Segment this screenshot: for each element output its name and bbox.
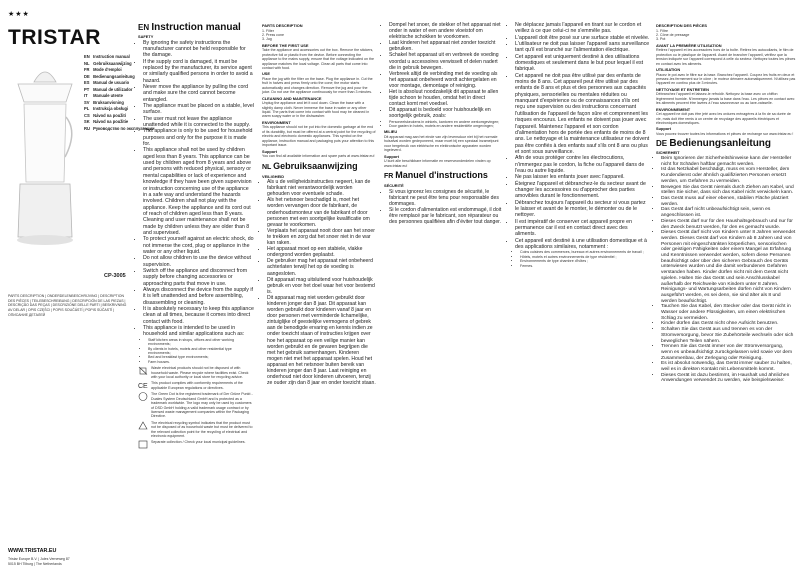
sorting-icon bbox=[138, 440, 148, 449]
company-address: Tristar Europe B.V. | Jules Verneweg 87 5015 BH Tilburg | The Netherlands bbox=[8, 557, 70, 566]
brand-logo: TRISTAR bbox=[8, 26, 101, 49]
en-uses-list: • Staff kitchen areas in shops, offices and other working environments; • By clients in hotels, motels and other residential type environments; • Bed and breakfast type environments; • Farm houses. bbox=[138, 338, 254, 364]
fr-safety-list-cont: • Ne déplacez jamais l'appareil en tirant sur le cordon et veillez à ce que celui-ci ne s'emmêle pas. • L'appareil doit être posé sur une surface stable et nivelée. • L'utilisateur ne doit pas laisser l'appareil sans surveillance tant qu'il est branché sur l'alimentation électrique. • Cet appareil est uniquement destiné à des utilisations domestiques et seulement dans le but pour lequel il est fabriqué. • Cet appareil ne doit pas être utilisé par des enfants de moins de 8 ans. Cet appareil peut être utilisé par des enfants de 8 ans et plus et des personnes aux capacités physiques, sensorielles ou mentales réduites ou manquant d'expérience ou de connaissances s'ils ont reçu une supervision ou des instructions concernant l'utilisation de l'appareil de façon sûre et comprennent les risques encourus. Les enfants ne doivent pas jouer avec l'appareil. Maintenez l'appareil et son cordon d'alimentation hors de portée des enfants de moins de 8 ans. Le nettoyage et la maintenance utilisateur ne doivent pas être confiés à des enfants sauf s'ils ont 8 ans ou plus et sont sous surveillance. • Afin de vous protéger contre les électrocutions, n'immergez pas le cordon, la fiche ou l'appareil dans de l'eau ou autre liquide. • Ne pas laisser les enfants jouer avec l'appareil. • Éteignez l'appareil et débranchez-le du secteur avant de changer les accessoires ou d'approcher des parties amovibles durant le fonctionnement. • Débranchez toujours l'appareil du secteur si vous partez le laisser et avant de le monter, le démonter ou de le nettoyer. • Il est impératif de conserver cet appareil propre en permanence car il est en contact direct avec des aliments. • Cet appareil est destiné à une utilisation domestique et à des applications similaires, notamment : bbox=[510, 22, 650, 250]
language-item: FR Mode d'emploi bbox=[84, 67, 122, 73]
language-item: CS Návod na použití bbox=[84, 112, 126, 118]
safety-item: • By ignoring the safety instructions the manufacturer cannot be held responsible for the damage. bbox=[143, 40, 254, 59]
safety-item: • Switch off the appliance and disconnect from supply before changing accessories or approaching parts that move in use. bbox=[143, 268, 254, 287]
separate-collection-note: Separate collection / Check your local municipal guidelines. bbox=[138, 440, 254, 449]
ce-icon bbox=[138, 381, 148, 390]
language-item: PL Instrukcja obsługi bbox=[84, 106, 129, 112]
language-item: PT Manual de utilizador bbox=[84, 86, 133, 92]
brand-stars: ★★★ bbox=[8, 11, 30, 18]
safety-item: • Do not allow children to use the device without supervision. bbox=[143, 255, 254, 268]
recycling-note: The electrical recycling symbol indicates that the product must not be disposed of as household waste but must be delivered to the relevant collection point for the recycling of electrical and electronic equipment. bbox=[138, 421, 254, 439]
language-item: ES Manual de usuario bbox=[84, 80, 130, 86]
safety-item: • Always disconnect the device from the supply if it is left unattended and before assembling, disassembling or cleaning. bbox=[143, 287, 254, 306]
fr-safety-list: • Si vous ignorez les consignes de sécurité, le fabricant ne peut être tenu pour responsable des dommages. • Si le cordon d'alimentation est endommagé, il doit être remplacé par le fabricant, son réparateur ou des personnes qualifiées afin d'éviter tout danger. bbox=[384, 189, 502, 226]
en-title: EN Instruction manual bbox=[138, 22, 241, 33]
safety-item: • This appliance is only to be used for household purposes and only for the purpose it is made for. bbox=[143, 128, 254, 147]
safety-item: • If the supply cord is damaged, it must be replaced by the manufacturer, its service agent or similarly qualified persons in order to avoid a hazard. bbox=[143, 59, 254, 84]
parts-description-languages: PARTS DESCRIPTION | ONDERDELENBESCHRIJVING | DESCRIPTION DES PIÈCES | TEILEBESCHREIBUNG | DESCRIPCIÓN DE LAS PIEZAS | DESCRIÇÃO DAS PEÇAS | DESCRIZIONE DELLE PARTI | BESKRIVNING AV DELAR | OPIS CZĘŚCI | POPIS SOUČÁSTÍ | POPIS SÚČASTÍ | ОПИСАНИЕ ДЕТАЛЕЙ bbox=[8, 294, 127, 317]
safety-item: • This appliance is intended to be used in household and similar applications such as: bbox=[143, 325, 254, 338]
citrus-press-illustration bbox=[10, 62, 80, 272]
nl-safety-list-cont: • Dompel het snoer, de stekker of het apparaat niet onder in water of een andere vloeistof om elektrische schokken te voorkomen. • Laat kinderen het apparaat niet zonder toezicht gebruiken. • Schakel het apparaat uit en verbreek de voeding voordat u accessoires verwisselt of delen nadert die in gebruik bewegen. • Verbreek altijd de verbinding met de voeding als het apparaat onbeheerd wordt achtergelaten en voor montage, demontage of reiniging. • Het is absoluut noodzakelijk dit apparaat te allen tijde schoon te houden, omdat het in direct contact komt met voedsel. • Dit apparaat is bedoeld voor huishoudelijk en soortgelijk gebruik, zoals: bbox=[384, 22, 502, 120]
language-item: SK Návod na použitie bbox=[84, 119, 129, 125]
conformity-note: CE This product complies with conformity requirements of the applicable European regulations or directives. bbox=[138, 381, 243, 391]
model-number: CP-3005 bbox=[104, 273, 126, 279]
safety-item: • Never move the appliance by pulling the cord and make sure the cord cannot become entangled. bbox=[143, 84, 254, 103]
language-item: NL Gebruiksaanwijzing bbox=[84, 60, 132, 66]
fr-title: FR Manuel d'instructions bbox=[384, 169, 488, 180]
en-safety-list bbox=[138, 40, 254, 338]
safety-item: • The appliance must be placed on a stable, level surface. bbox=[143, 103, 254, 116]
safety-item: • This appliance shall not be used by children aged less than 8 years. This appliance can be used by children aged from 8 years and above and persons with reduced physical, sensory or mental capabilities or lack of experience and knowledge if they have been given supervision or instruction concerning use of the appliance in a safe way and understand the hazards involved. Children shall not play with the appliance. Keep the appliance and its cord out of reach of children aged less than 8 years. Cleaning and user maintenance shall not be made by children unless they are older than 8 and supervised. bbox=[143, 147, 254, 236]
nl-column: • Dompel het snoer, de stekker of het apparaat niet onder in water of een andere vloeistof om elektrische schokken te voorkomen. • Laat kinderen het apparaat niet zonder toezicht gebruiken. • Schakel het apparaat uit en verbreek de voeding voordat u accessoires verwisselt of delen nadert die in gebruik bewegen. • Verbreek altijd de verbinding met de voeding als het apparaat onbeheerd wordt achtergelaten en voor montage, demontage of reiniging. • Het is absoluut noodzakelijk dit apparaat te allen tijde schoon te houden, omdat het in direct contact komt met voedsel. • Dit apparaat is bedoeld voor huishoudelijk en soortgelijk gebruik, zoals: • Personeelskeukens in winkels, kantoren en andere werkomgevingen; • Door gasten in hotels, motels en andere residentiële omgevingen; MILIEU Dit apparaat mag aan het einde van zijn levensduur niet bij het normale huisafval worden gedeponeerd, maar moet bij een speciaal inzamelpunt voor hergebruik van elektrische en elektronische apparaten worden ingeleverd. Support U kunt alle beschikbare informatie en reserveonderdelen vinden op www.tristar.eu! FR Manuel d'instructions SÉCURITÉ • Si vous ignorez les consignes de sécurité, le fabricant ne peut être tenu pour responsable des dommages. • Si le cordon d'alimentation est endommagé, il doit être remplacé par le fabricant, son réparateur ou des personnes qualifiées afin d'éviter tout danger. bbox=[384, 22, 502, 225]
green-dot-note: The Green Dot is the registered trademark of Der Grüne Punkt - Duales System Deutschland GmbH and is protected as a trademark worldwide. The logo may only be used by customers of DSD GmbH holding a valid trademark usage contract or by licensed waste management companies within the Packaging Directive. bbox=[138, 392, 254, 418]
en-column-2: PARTS DESCRIPTION 1. Filter 2. Press cone 3. Jug BEFORE THE FIRST USE Take the appliance and accessories out the box. Remove the stickers, protective foil or plastic from the device. Before connecting the appliance to the mains supply, ensure that the voltage indicated on the appliance matches the local voltage. Clean all parts that come into contact with food. USE Place the jug with the filter on the base. Plug the appliance in. Cut the fruit in halves and press firmly onto the cone; the motor starts automatically and changes direction. Remove the jug and pour the juice. Do not use the appliance continuously for more than 3 minutes. CLEANING AND MAINTENANCE Unplug the appliance and let it cool down. Clean the base with a slightly damp cloth. Never immerse the base in water or any other liquid. The parts that come into contact with food may be cleaned in warm soapy water or in the dishwasher. ENVIRONMENT This appliance should not be put into the domestic garbage at the end of its durability, but must be offered at a central point for the recycling of electric and electronic domestic appliances. This symbol on the appliance, instruction manual and packaging puts your attention to this important issue. Support You can find all available information and spare parts at www.tristar.eu! NL Gebruiksaanwijzing VEILIGHEID • Als u de veiligheidsinstructies negeert, kan de fabrikant niet verantwoordelijk worden gehouden voor eventuele schade. • Als het netsnoer beschadigd is, moet het worden vervangen door de fabrikant, de onderhoudsmonteur van de fabrikant of door personen met een soortgelijke kwalificatie om gevaar te voorkomen. • Verplaats het apparaat nooit door aan het snoer te trekken en zorg dat het snoer niet in de war kan raken. • Het apparaat moet op een stabiele, vlakke ondergrond worden geplaatst. • De gebruiker mag het apparaat niet onbeheerd achterlaten terwijl het op de voeding is aangesloten. • Dit apparaat mag uitsluitend voor huishoudelijk gebruik en voor het doel waar het voor bestemd is. • Dit apparaat mag niet worden gebruikt door kinderen jonger dan 8 jaar. Dit apparaat kan worden gebruikt door kinderen vanaf 8 jaar en door personen met verminderde lichamelijke, zintuiglijke of geestelijke vermogens of gebrek aan de benodigde ervaring en kennis indien ze onder toezicht staan of instructies krijgen over hoe het apparaat op een veilige manier kan worden gebruikt en de gevaren begrijpen die met het gebruik samenhangen. Kinderen mogen niet met het apparaat spelen. Houd het apparaat en het netsnoer buiten bereik van kinderen jonger dan 8 jaar. Laat reiniging en onderhoud niet door kinderen uitvoeren, tenzij ze ouder zijn dan 8 jaar en onder toezicht staan. bbox=[262, 22, 376, 386]
svg-text:CE: CE bbox=[138, 383, 148, 391]
fr-column bbox=[510, 22, 650, 268]
language-item: IT Manuale utente bbox=[84, 93, 123, 99]
bin-icon bbox=[138, 366, 148, 375]
website-link[interactable]: WWW.TRISTAR.EU bbox=[8, 548, 57, 554]
recycle-icon bbox=[138, 421, 148, 430]
nl-safety-list: • Als u de veiligheidsinstructies negeert, kan de fabrikant niet verantwoordelijk worden gehouden voor eventuele schade. • Als het netsnoer beschadigd is, moet het worden vervangen door de fabrikant, de onderhoudsmonteur van de fabrikant of door personen met een soortgelijke kwalificatie om gevaar te voorkomen. • Verplaats het apparaat nooit door aan het snoer te trekken en zorg dat het snoer niet in de war kan raken. • Het apparaat moet op een stabiele, vlakke ondergrond worden geplaatst. • De gebruiker mag het apparaat niet onbeheerd achterlaten terwijl het op de voeding is aangesloten. • Dit apparaat mag uitsluitend voor huishoudelijk gebruik en voor het doel waar het voor bestemd is. • Dit apparaat mag niet worden gebruikt door kinderen jonger dan 8 jaar. Dit apparaat kan worden gebruikt door kinderen vanaf 8 jaar en door personen met verminderde lichamelijke, zintuiglijke of geestelijke vermogens of gebrek aan de benodigde ervaring en kennis indien ze onder toezicht staan of instructies krijgen over hoe het apparaat op een veilige manier kan worden gebruikt en de gevaren begrijpen die met het gebruik samenhangen. Kinderen mogen niet met het apparaat spelen. Houd het apparaat en het netsnoer buiten bereik van kinderen jonger dan 8 jaar. Laat reiniging en onderhoud niet door kinderen uitvoeren, tenzij ze ouder zijn dan 8 jaar en onder toezicht staan. bbox=[262, 179, 376, 386]
en-safety-heading: SAFETY bbox=[138, 34, 154, 39]
language-list bbox=[84, 54, 155, 133]
safety-item: • The user must not leave the appliance unattended while it is connected to the supply. bbox=[143, 116, 254, 129]
language-item: DE Bedienungsanleitung bbox=[84, 73, 135, 79]
fr-de-column: DESCRIPTION DES PIÈCES 1. Filtre 2. Cône de pressage 3. Pot AVANT LA PREMIÈRE UTILISATION Retirez l'appareil et les accessoires hors de la boîte. Retirez les autocollants, le film de protection ou le plastique de l'appareil. Avant de brancher l'appareil, vérifiez que la tension indiquée sur l'appareil correspond à celle du secteur. Nettoyez toutes les pièces en contact avec les aliments. UTILISATION Placez le pot avec le filtre sur la base. Branchez l'appareil. Coupez les fruits en deux et pressez-les fermement sur le cône ; le moteur démarre automatiquement. N'utilisez pas l'appareil en continu plus de 3 minutes. NETTOYAGE ET ENTRETIEN Débranchez l'appareil et laissez-le refroidir. Nettoyez la base avec un chiffon légèrement humide. N'immergez jamais la base dans l'eau. Les pièces en contact avec les aliments peuvent être lavées à l'eau savonneuse ou au lave-vaisselle. ENVIRONNEMENT Cet appareil ne doit pas être jeté avec les ordures ménagères à la fin de sa durée de vie, mais doit être remis à un centre de recyclage des appareils électriques et électroniques domestiques. Support Vous pouvez trouver toutes les informations et pièces de rechange sur www.tristar.eu ! DE Bedienungsanleitung SICHERHEIT • Beim Ignorieren der Sicherheitshinweise kann der Hersteller nicht für Schäden haftbar gemacht werden. • Ist das Netzkabel beschädigt, muss es vom Hersteller, dem Kundendienst oder ähnlich qualifizierten Personen ersetzt werden, um Gefahren zu vermeiden. • Bewegen Sie das Gerät niemals durch Ziehen am Kabel, und stellen Sie sicher, dass sich das Kabel nicht verwickeln kann. • Das Gerät muss auf einer ebenen, stabilen Fläche platziert werden. • Das Gerät darf nicht unbeaufsichtigt sein, wenn es angeschlossen ist. • Dieses Gerät darf nur für den Haushaltsgebrauch und nur für den Zweck benutzt werden, für den es gemacht wurde. • Dieses Gerät darf nicht von Kindern unter 8 Jahren verwendet werden. Dieses Gerät darf von Kindern ab 8 Jahren und von Personen mit eingeschränkten körperlichen, sensorischen oder geistigen Fähigkeiten oder einem Mangel an Erfahrung und Kenntnissen verwendet werden, sofern diese Personen beaufsichtigt oder über den sicheren Gebrauch des Geräts unterwiesen wurden und die damit verbundenen Gefahren verstanden haben. Kinder dürfen nicht mit dem Gerät nicht spielen. Halten Sie das Gerät und sein Anschlusskabel außerhalb der Reichweite von Kindern unter 8 Jahren. Reinigungs- und Wartungsarbeiten dürfen nicht von Kindern ausgeführt werden, es sei denn, sie sind älter als 8 und werden beaufsichtigt. • Tauchen Sie das Kabel, den Stecker oder das Gerät nicht in Wasser oder andere Flüssigkeiten, um einen elektrischen Schlag zu vermeiden. • Kinder dürfen das Gerät nicht ohne Aufsicht benutzen. • Schalten Sie das Gerät aus und trennen es von der Stromversorgung, bevor Sie Zubehörteile wechseln oder sich beweglichen Teilen nähern. • Trennen Sie das Gerät immer von der Stromversorgung, wenn es unbeaufsichtigt zurückgelassen wird sowie vor dem Zusammenbau, der Zerlegung oder Reinigung. • Es ist absolut notwendig, das Gerät immer sauber zu halten, weil es in direkten Kontakt mit Lebensmitteln kommt. • Dieses Gerät ist dazu bestimmt, im Haushalt und ähnlichen Anwendungen verwendet zu werden, wie beispielsweise: bbox=[656, 22, 796, 384]
language-item: SV Bruksanvisning bbox=[84, 99, 124, 105]
de-title: DE Bedienungsanleitung bbox=[656, 138, 772, 150]
nl-uses-list: • Personeelskeukens in winkels, kantoren en andere werkomgevingen; • Door gasten in hotels, motels en andere residentiële omgevingen; bbox=[384, 120, 502, 129]
green-dot-icon bbox=[138, 392, 148, 401]
nl-title: NL Gebruiksaanwijzing bbox=[262, 160, 358, 171]
de-safety-list: • Beim Ignorieren der Sicherheitshinweise kann der Hersteller nicht für Schäden haftbar gemacht werden. • Ist das Netzkabel beschädigt, muss es vom Hersteller, dem Kundendienst oder ähnlich qualifizierten Personen ersetzt werden, um Gefahren zu vermeiden. • Bewegen Sie das Gerät niemals durch Ziehen am Kabel, und stellen Sie sicher, dass sich das Kabel nicht verwickeln kann. • Das Gerät muss auf einer ebenen, stabilen Fläche platziert werden. • Das Gerät darf nicht unbeaufsichtigt sein, wenn es angeschlossen ist. • Dieses Gerät darf nur für den Haushaltsgebrauch und nur für den Zweck benutzt werden, für den es gemacht wurde. • Dieses Gerät darf nicht von Kindern unter 8 Jahren verwendet werden. Dieses Gerät darf von Kindern ab 8 Jahren und von Personen mit eingeschränkten körperlichen, sensorischen oder geistigen Fähigkeiten oder einem Mangel an Erfahrung und Kenntnissen verwendet werden, sofern diese Personen beaufsichtigt oder über den sicheren Gebrauch des Geräts unterwiesen wurden und die damit verbundenen Gefahren verstanden haben. Kinder dürfen nicht mit dem Gerät nicht spielen. Halten Sie das Gerät und sein Anschlusskabel außerhalb der Reichweite von Kindern unter 8 Jahren. Reinigungs- und Wartungsarbeiten dürfen nicht von Kindern ausgeführt werden, es sei denn, sie sind älter als 8 und werden beaufsichtigt. • Tauchen Sie das Kabel, den Stecker oder das Gerät nicht in Wasser oder andere Flüssigkeiten, um einen elektrischen Schlag zu vermeiden. • Kinder dürfen das Gerät nicht ohne Aufsicht benutzen. • Schalten Sie das Gerät aus und trennen es von der Stromversorgung, bevor Sie Zubehörteile wechseln oder sich beweglichen Teilen nähern. • Trennen Sie das Gerät immer von der Stromversorgung, wenn es unbeaufsichtigt zurückgelassen wird sowie vor dem Zusammenbau, der Zerlegung oder Reinigung. • Es ist absolut notwendig, das Gerät immer sauber zu halten, weil es in direkten Kontakt mit Lebensmitteln kommt. • Dieses Gerät ist dazu bestimmt, im Haushalt und ähnlichen Anwendungen verwendet zu werden, wie beispielsweise: bbox=[656, 156, 796, 384]
en-column bbox=[138, 22, 254, 451]
language-item: EN Instruction manual bbox=[84, 54, 130, 59]
disposal-note: Waste electrical products should not be disposed of with household waste. Please recycle where facilities exist. Check with your local authority or local store for recycling advice. bbox=[138, 366, 254, 379]
fr-uses-list: • Coins cuisines des commerces, bureaux et autres environnements de travail ; • Hôtels, motels et autres environnements de type résidentiel ; • Environnements de type chambre d'hôtes ; • Fermes. bbox=[510, 250, 650, 268]
fr-parts-block: DESCRIPTION DES PIÈCES 1. Filtre 2. Cône de pressage 3. Pot AVANT LA PREMIÈRE UTILISATION Retirez l'appareil et les accessoires hors de la boîte. Retirez les autocollants, le film de protection ou le plastique de l'appareil. Avant de brancher l'appareil, vérifiez que la tension indiquée sur l'appareil correspond à celle du secteur. Nettoyez toutes les pièces en contact avec les aliments. UTILISATION Placez le pot avec le filtre sur la base. Branchez l'appareil. Coupez les fruits en deux et pressez-les fermement sur le cône ; le moteur démarre automatiquement. N'utilisez pas l'appareil en continu plus de 3 minutes. NETTOYAGE ET ENTRETIEN Débranchez l'appareil et laissez-le refroidir. Nettoyez la base avec un chiffon légèrement humide. N'immergez jamais la base dans l'eau. Les pièces en contact avec les aliments peuvent être lavées à l'eau savonneuse ou au lave-vaisselle. ENVIRONNEMENT Cet appareil ne doit pas être jeté avec les ordures ménagères à la fin de sa durée de vie, mais doit être remis à un centre de recyclage des appareils électriques et électroniques domestiques. Support Vous pouvez trouver toutes les informations et pièces de rechange sur www.tristar.eu ! bbox=[656, 23, 796, 137]
safety-item: • To protect yourself against an electric shock, do not immerse the cord, plug or appliance in the water or any other liquid. bbox=[143, 236, 254, 255]
safety-item: • It is absolutely necessary to keep this appliance clean at all times, because it comes into direct contact with food. bbox=[143, 306, 254, 325]
language-item: RU Руководство по эксплуатации bbox=[84, 126, 155, 132]
